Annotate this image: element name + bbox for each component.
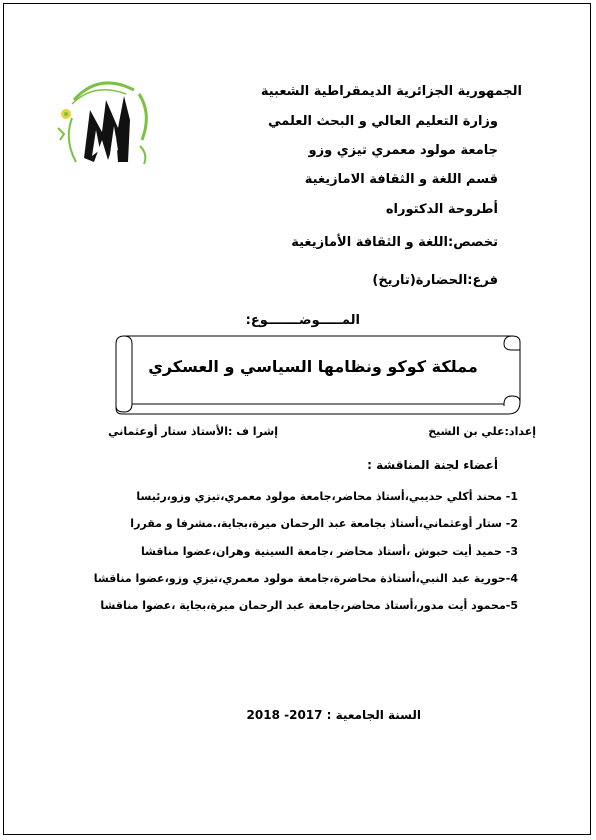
thesis-type: أطروحة الدكتوراه bbox=[385, 202, 498, 217]
subject-label: المـــــوضـــــــوع: bbox=[245, 313, 360, 328]
university-name: جامعة مولود معمري تيزي وزو bbox=[308, 143, 498, 158]
specialty: تخصص:اللغة و الثقافة الأمازيغية bbox=[291, 235, 498, 250]
department-name: قسم اللغة و الثقافة الامازيغية bbox=[304, 172, 498, 187]
committee-member-3: 3- حميد أيت حبوش ،أستاذ محاضر ،جامعة السينية وهران،عضوا مناقشا bbox=[140, 545, 518, 558]
university-logo bbox=[44, 70, 158, 174]
prepared-by: إعداد:علي بن الشيخ bbox=[428, 425, 536, 438]
ministry-name: وزارة التعليم العالي و البحث العلمي bbox=[268, 114, 498, 129]
academic-year: السنة الجامعية : 2017- 2018 bbox=[246, 708, 421, 722]
committee-member-4: 4-حورية عبد النبي،أستاذة محاضرة،جامعة مولود معمري،تيزي وزو،عضوا مناقشا bbox=[93, 572, 518, 585]
republic-name: الجمهورية الجزائرية الديمقراطية الشعبية bbox=[260, 84, 522, 99]
branch: فرع:الحضارة(تاريخ) bbox=[372, 273, 498, 288]
committee-member-5: 5-محمود أيت مدور،أستاذ محاضر،جامعة عبد الرحمان ميرة،بجاية ،عضوا مناقشا bbox=[100, 599, 518, 612]
committee-heading: أعضاء لجنة المناقشة : bbox=[367, 458, 498, 472]
thesis-title: مملكة كوكو ونظامها السياسي و العسكري bbox=[148, 357, 478, 376]
supervisor: إشرا ف :الأستاذ ستار أوعثماني bbox=[108, 425, 278, 438]
committee-member-1: 1- محند أكلي حديبي،أستاذ محاضر،جامعة مولود معمري،تيزي وزو،رئيسا bbox=[136, 490, 518, 503]
committee-member-2: 2- ستار أوعثماني،أستاذ بجامعة عبد الرحمان ميرة،بجاية،.مشرفا و مقررا bbox=[130, 517, 518, 530]
